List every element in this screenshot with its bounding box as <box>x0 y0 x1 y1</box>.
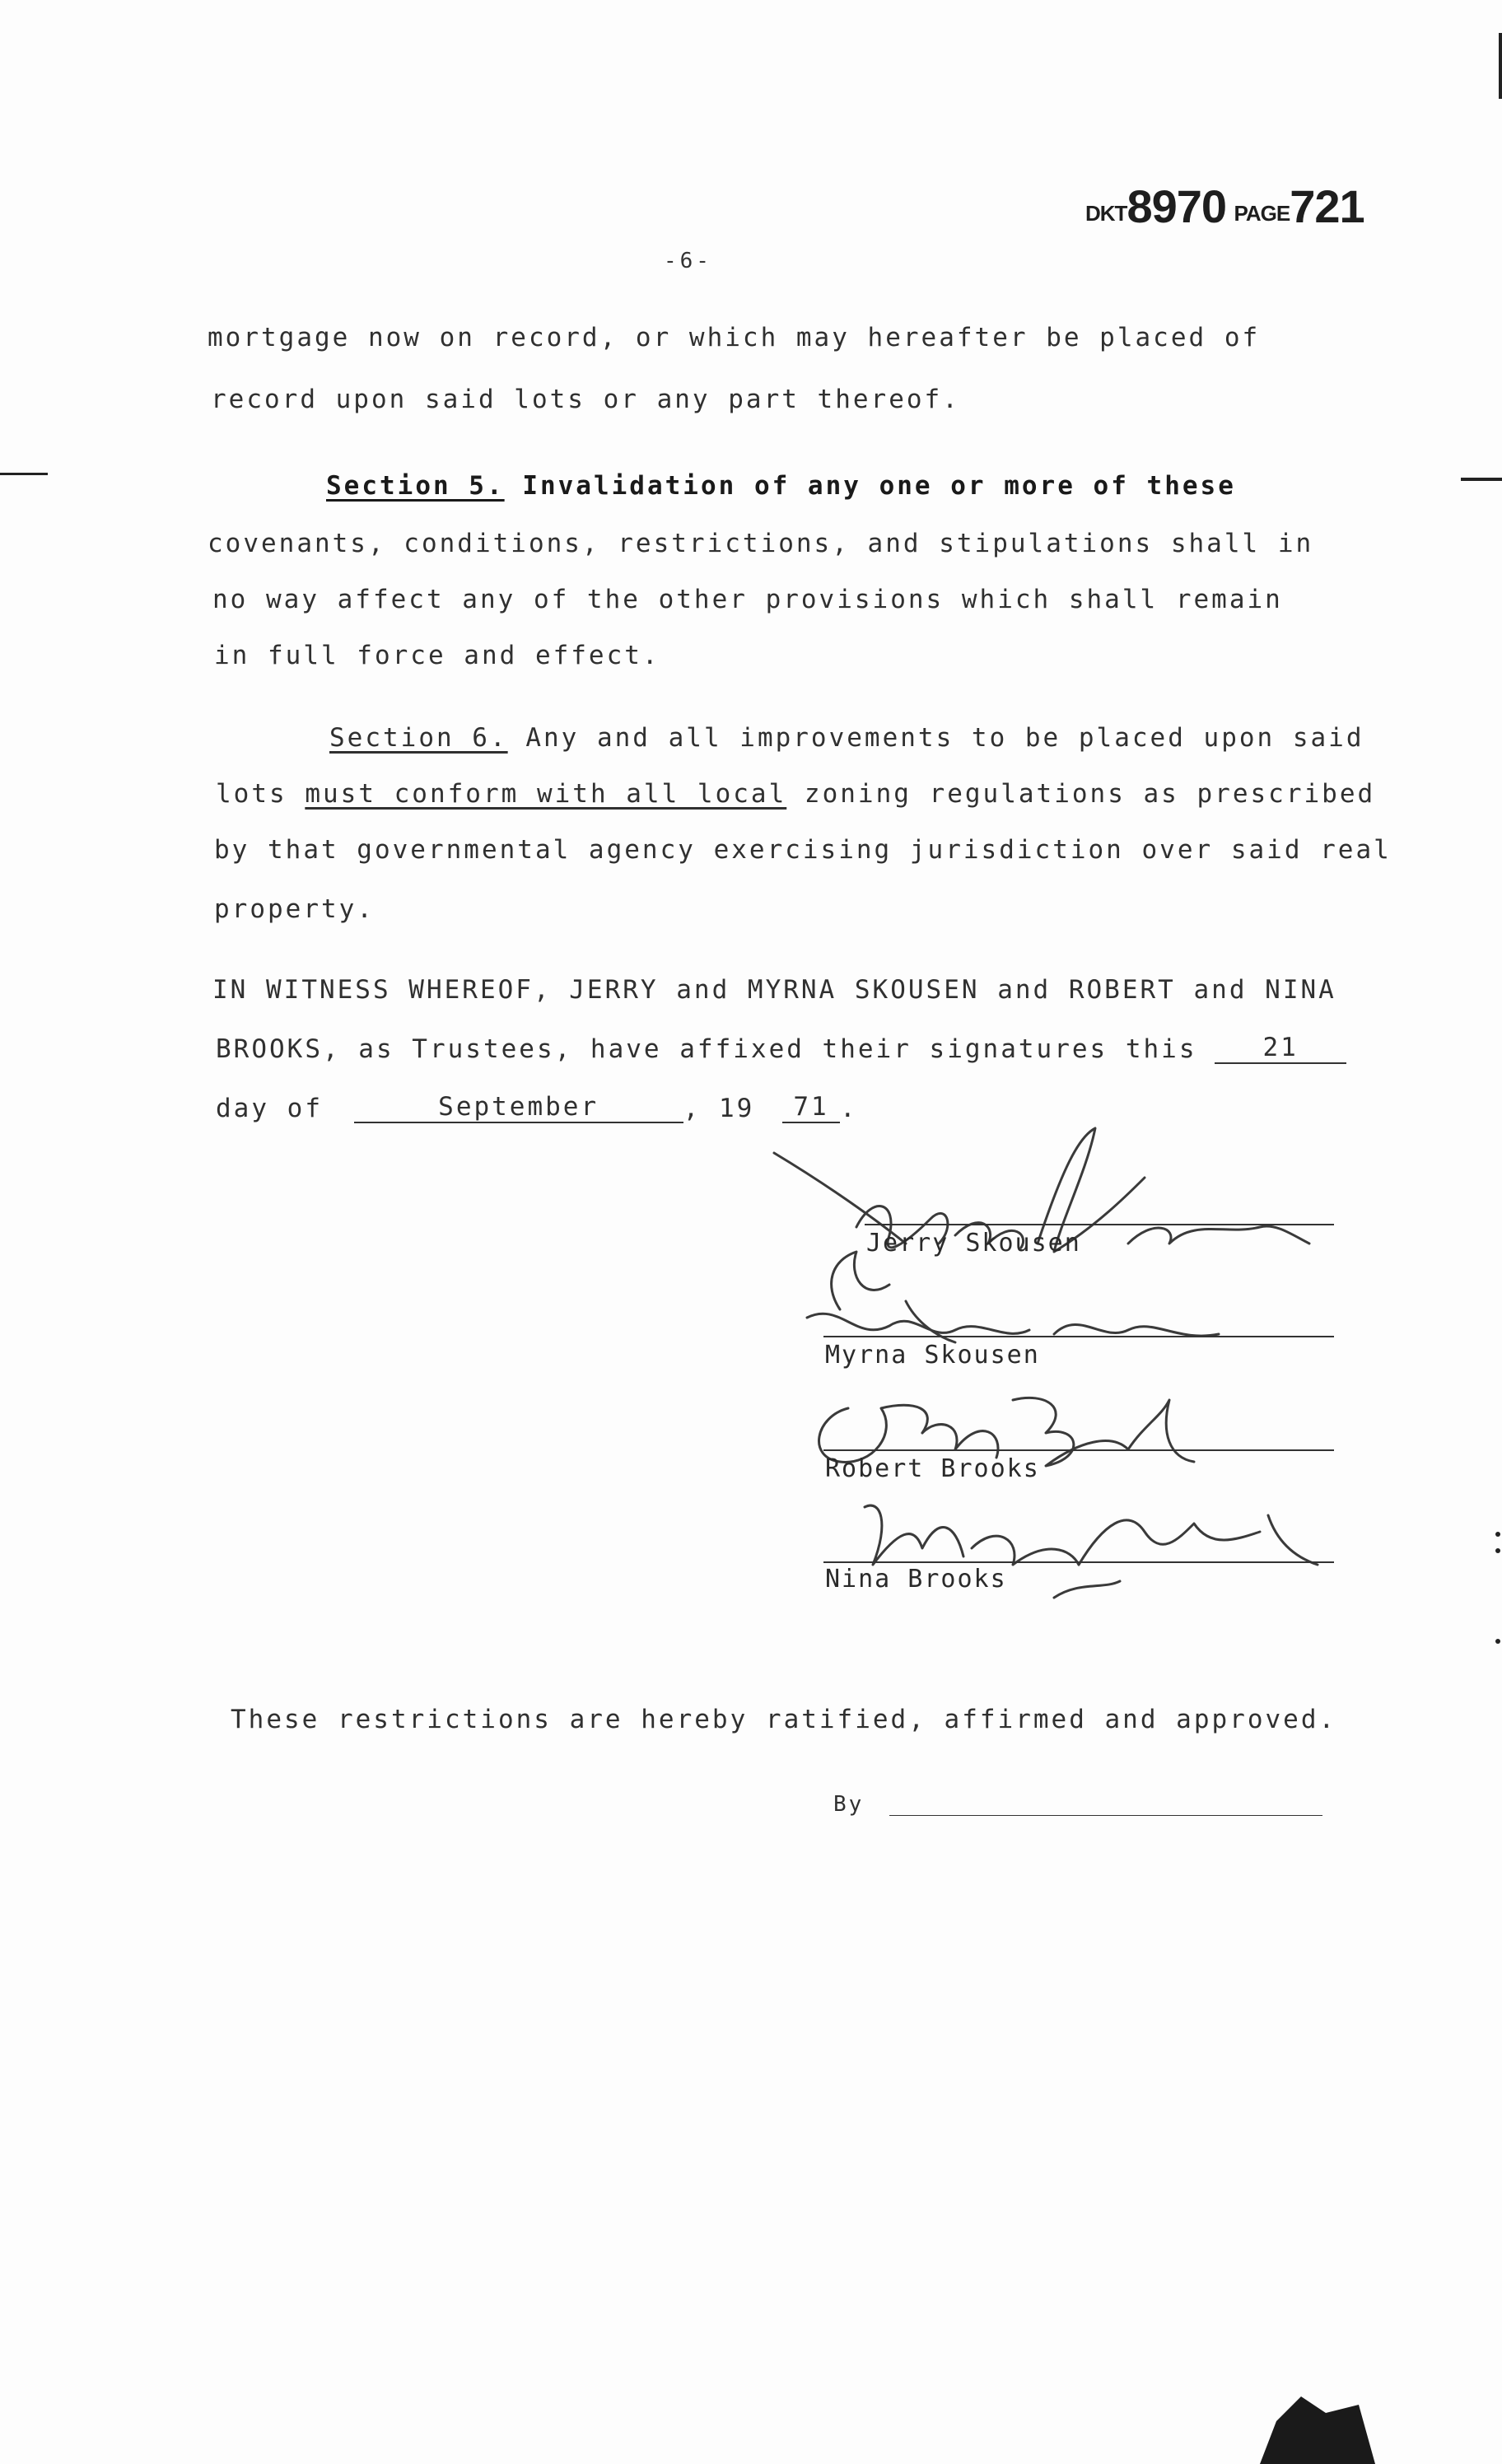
scan-edge-mark <box>1495 1639 1500 1644</box>
book-number: 8970 <box>1126 180 1227 232</box>
scan-edge-mark <box>1495 1548 1500 1553</box>
scan-edge-mark <box>0 473 48 475</box>
text-line: by that governmental agency exercising jurisdiction over said real <box>214 835 1392 865</box>
section-5-heading <box>326 471 1236 501</box>
year-value: 71 <box>793 1092 829 1122</box>
text-line: in full force and effect. <box>214 641 660 670</box>
by-label: By <box>833 1792 865 1817</box>
witness-line: IN WITNESS WHEREOF, JERRY and MYRNA SKOUSEN and ROBERT and NINA <box>212 975 1336 1005</box>
signatory-name: Robert Brooks <box>825 1454 1040 1483</box>
ratification-signature-line <box>889 1815 1322 1816</box>
page-marker: -6- <box>664 249 712 273</box>
witness-line <box>216 1033 1346 1064</box>
section-6-label: Section 6. <box>329 723 508 753</box>
day-blank <box>1215 1033 1346 1064</box>
signatory-name: Myrna Skousen <box>825 1341 1040 1370</box>
text-fragment: zoning regulations as prescribed <box>786 779 1376 809</box>
signature-line <box>865 1224 1334 1225</box>
scan-edge-mark <box>1495 1532 1500 1537</box>
text-fragment: lots <box>216 779 306 809</box>
text-line: covenants, conditions, restrictions, and stipulations shall in <box>208 529 1314 558</box>
text-fragment: day of <box>216 1094 323 1123</box>
text-fragment: BROOKS, as Trustees, have affixed their signatures this <box>216 1034 1197 1064</box>
text-fragment: . <box>839 1094 858 1123</box>
text-line <box>216 779 1375 809</box>
signatory-name: Jerry Skousen <box>866 1229 1081 1258</box>
section-5-label: Section 5. <box>326 471 505 501</box>
section-6-text: Any and all improvements to be placed upon said <box>525 723 1364 753</box>
book-prefix: DKT <box>1085 201 1127 226</box>
page-prefix: PAGE <box>1234 201 1290 226</box>
page-number: 721 <box>1290 180 1364 232</box>
section-6-heading <box>329 723 1364 753</box>
scan-edge-mark <box>1461 478 1502 481</box>
text-line: mortgage now on record, or which may hereafter be placed of <box>208 323 1261 352</box>
ratification-text: These restrictions are hereby ratified, affirmed and approved. <box>231 1705 1337 1734</box>
scan-edge-mark <box>1499 33 1502 99</box>
month-blank <box>354 1092 683 1123</box>
witness-line <box>216 1092 858 1123</box>
signature-line <box>823 1336 1334 1337</box>
year-blank <box>782 1092 840 1123</box>
recording-book-page-stamp <box>1085 180 1364 233</box>
day-value: 21 <box>1262 1033 1299 1062</box>
month-value: September <box>438 1092 599 1122</box>
text-line: record upon said lots or any part thereof. <box>211 385 960 414</box>
signature-line <box>823 1561 1334 1563</box>
underlined-text: must conform with all local <box>305 779 787 809</box>
text-fragment: , 19 <box>683 1094 755 1123</box>
signatory-name: Nina Brooks <box>825 1565 1007 1594</box>
scan-corner-blot <box>1186 2388 1383 2464</box>
signature-line <box>823 1449 1334 1451</box>
section-5-text: Invalidation of any one or more of these <box>522 471 1236 501</box>
text-line: property. <box>214 894 375 924</box>
text-line: no way affect any of the other provisions which shall remain <box>212 585 1283 614</box>
